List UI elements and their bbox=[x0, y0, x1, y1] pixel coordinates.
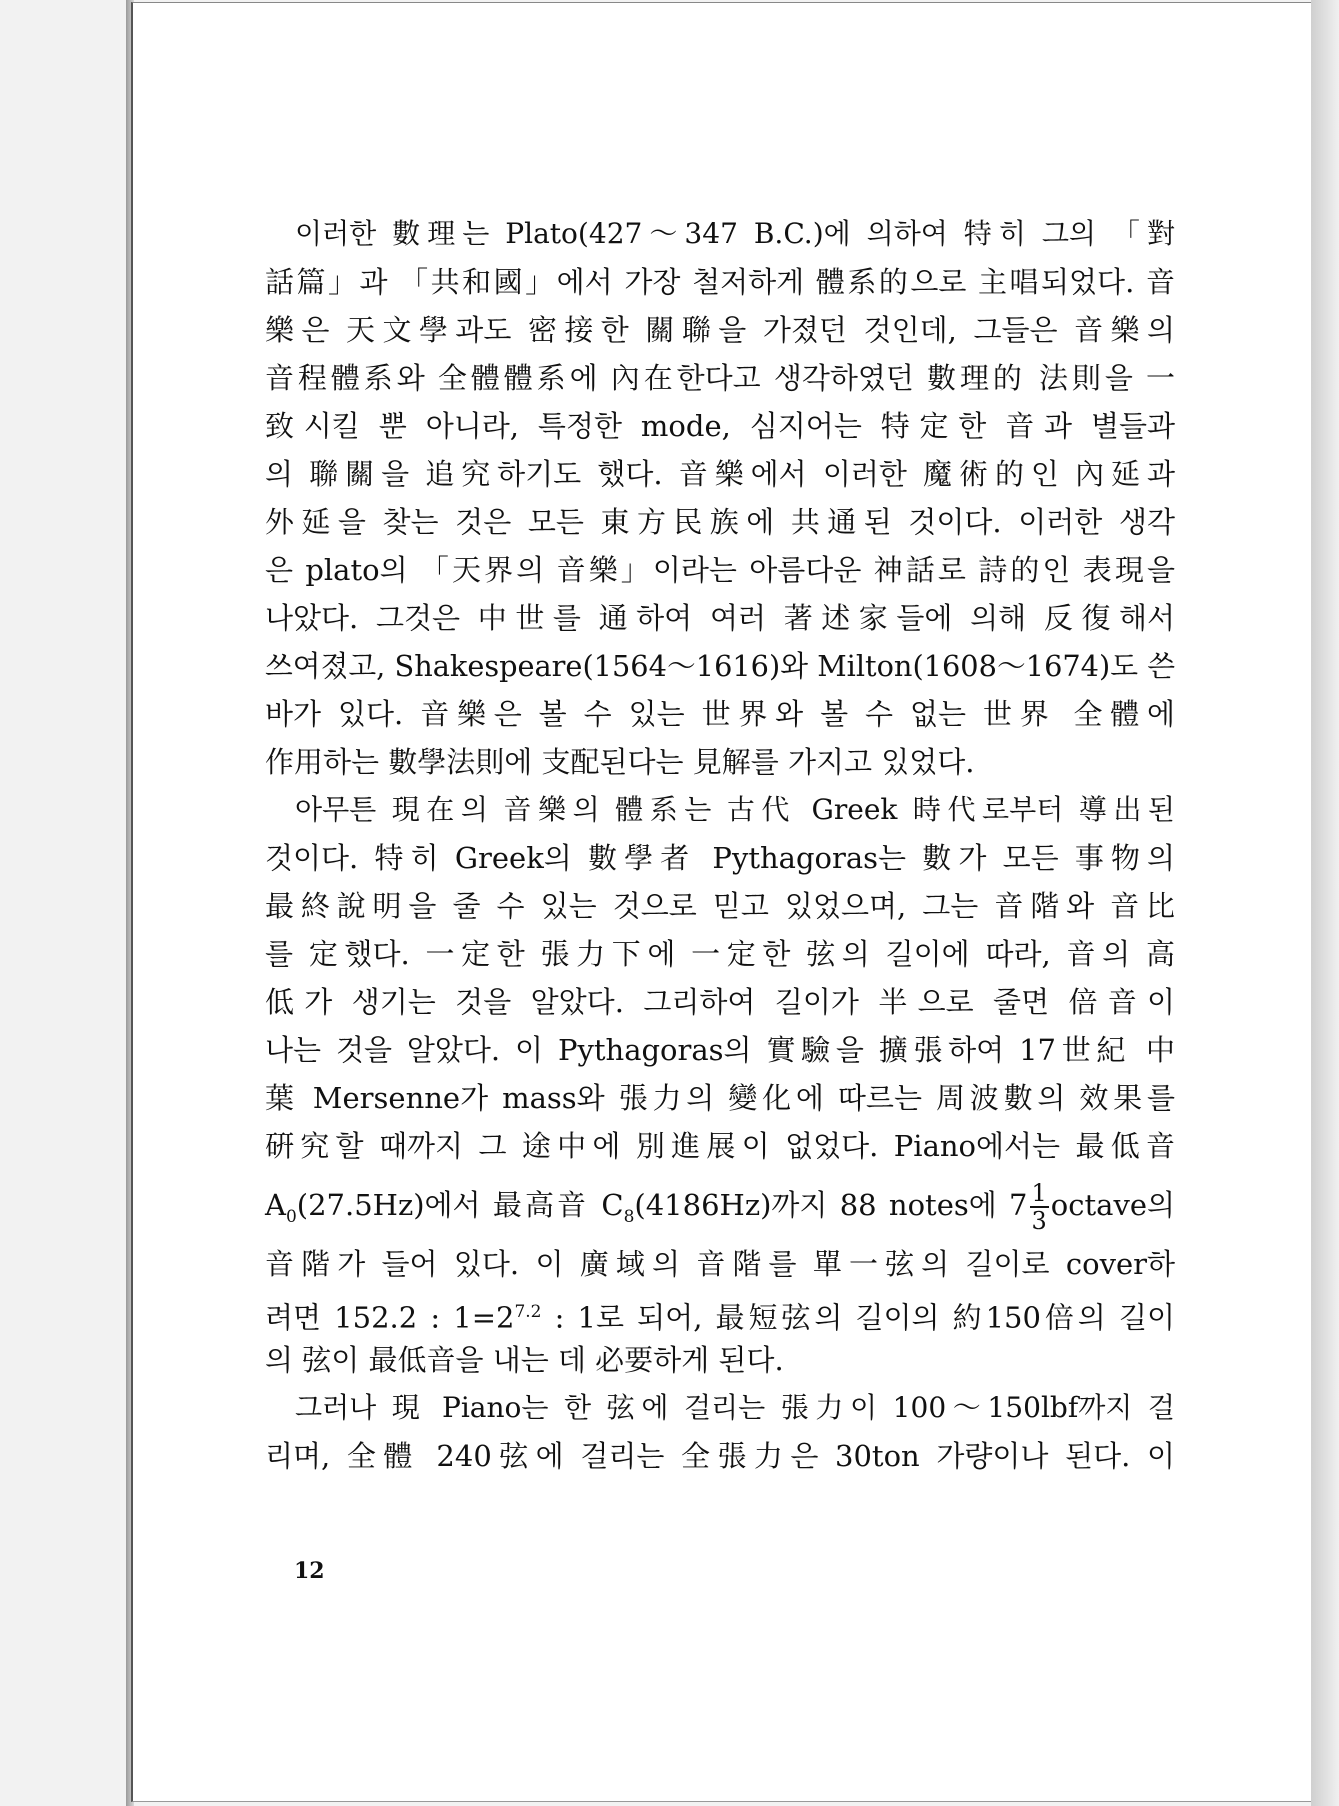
fraction-text-line bbox=[265, 1170, 1175, 1240]
text-line: 의 弦이 最低音을 내는 데 必要하게 된다. bbox=[265, 1343, 784, 1377]
page-right-edge bbox=[1311, 0, 1339, 1806]
ratio-line-post: : 1로 되어, 最短弦의 길이의 約150倍의 길이 bbox=[541, 1300, 1175, 1335]
text-line: 나는 것을 알았다. 이 Pythagoras의 實驗을 擴張하여 17世紀 中 bbox=[265, 1033, 1175, 1067]
fraction-denominator: 3 bbox=[1031, 1207, 1047, 1235]
fraction-line-tail: octave의 bbox=[1050, 1188, 1176, 1222]
text-line: 바가 있다. 音樂은 볼 수 있는 世界와 볼 수 없는 世界 全體에 bbox=[265, 697, 1175, 731]
note-a-subscript: 0 bbox=[285, 1206, 297, 1227]
fraction-line-segment: (27.5Hz)에서 最高音 C bbox=[296, 1188, 624, 1222]
text-line: 이러한 數理는 Plato(427〜347 B.C.)에 의하여 特히 그의 「對 bbox=[295, 217, 1175, 250]
text-line: 作用하는 數學法則에 支配된다는 見解를 가지고 있었다. bbox=[265, 745, 975, 779]
text-line: 리며, 全體 240弦에 걸리는 全張力은 30ton 가량이나 된다. 이 bbox=[265, 1439, 1175, 1473]
ratio-text-line bbox=[265, 1288, 1175, 1336]
page-body-text bbox=[265, 210, 1175, 1480]
ratio-line-pre: 려면 152.2 : 1=2 bbox=[265, 1300, 515, 1335]
text-line: 은 plato의 「天界의 音樂」이라는 아름다운 神話로 詩的인 表現을 bbox=[265, 553, 1175, 587]
fraction-line-segment: (4186Hz)까지 88 notes에 7 bbox=[634, 1188, 1028, 1222]
text-line: 外延을 찾는 것은 모든 東方民族에 共通된 것이다. 이러한 생각 bbox=[265, 505, 1175, 539]
text-line: 音程體系와 全體體系에 內在한다고 생각하였던 數理的 法則을 一 bbox=[265, 361, 1175, 395]
paragraph-2 bbox=[265, 786, 1175, 1384]
text-line: 葉 Mersenne가 mass와 張力의 變化에 따르는 周波數의 效果를 bbox=[265, 1081, 1175, 1115]
note-a-letter: A bbox=[265, 1188, 286, 1222]
text-line: 音階가 들어 있다. 이 廣域의 音階를 單一弦의 길이로 cover하 bbox=[265, 1247, 1175, 1281]
text-line: 低가 생기는 것을 알았다. 그리하여 길이가 半으로 줄면 倍音이 bbox=[265, 985, 1175, 1019]
text-line: 아무튼 現在의 音樂의 體系는 古代 Greek 時代로부터 導出된 bbox=[295, 793, 1175, 826]
fraction-numerator: 1 bbox=[1031, 1179, 1047, 1207]
note-c-subscript: 8 bbox=[623, 1206, 635, 1227]
fraction bbox=[1030, 1180, 1049, 1234]
text-line: 의 聯關을 追究하기도 했다. 音樂에서 이러한 魔術的인 內延과 bbox=[265, 457, 1175, 491]
text-line: 話篇」과 「共和國」에서 가장 철저하게 體系的으로 主唱되었다. 音 bbox=[265, 265, 1175, 299]
text-line: 를 定했다. 一定한 張力下에 一定한 弦의 길이에 따라, 音의 高 bbox=[265, 937, 1175, 971]
text-line: 쓰여졌고, Shakespeare(1564〜1616)와 Milton(1608〜1674)도 쓴 bbox=[265, 649, 1175, 683]
paragraph-1 bbox=[265, 210, 1175, 786]
page-number: 12 bbox=[294, 1558, 325, 1584]
text-line: 樂은 天文學과도 密接한 關聯을 가졌던 것인데, 그들은 音樂의 bbox=[265, 313, 1175, 347]
text-line: 致시킬 뿐 아니라, 특정한 mode, 심지어는 特定한 音과 별들과 bbox=[265, 409, 1175, 443]
text-line: 나았다. 그것은 中世를 通하여 여러 著述家들에 의해 反復해서 bbox=[265, 601, 1175, 635]
text-line: 硏究할 때까지 그 途中에 別進展이 없었다. Piano에서는 最低音 bbox=[265, 1129, 1175, 1163]
text-line: 最終說明을 줄 수 있는 것으로 믿고 있었으며, 그는 音階와 音比 bbox=[265, 889, 1175, 923]
ratio-exponent: 7.2 bbox=[514, 1302, 542, 1322]
text-line: 그러나 現 Piano는 한 弦에 걸리는 張力이 100〜150lbf까지 걸 bbox=[295, 1391, 1175, 1424]
paragraph-3 bbox=[265, 1384, 1175, 1480]
text-line: 것이다. 特히 Greek의 數學者 Pythagoras는 數가 모든 事物의 bbox=[265, 841, 1175, 875]
